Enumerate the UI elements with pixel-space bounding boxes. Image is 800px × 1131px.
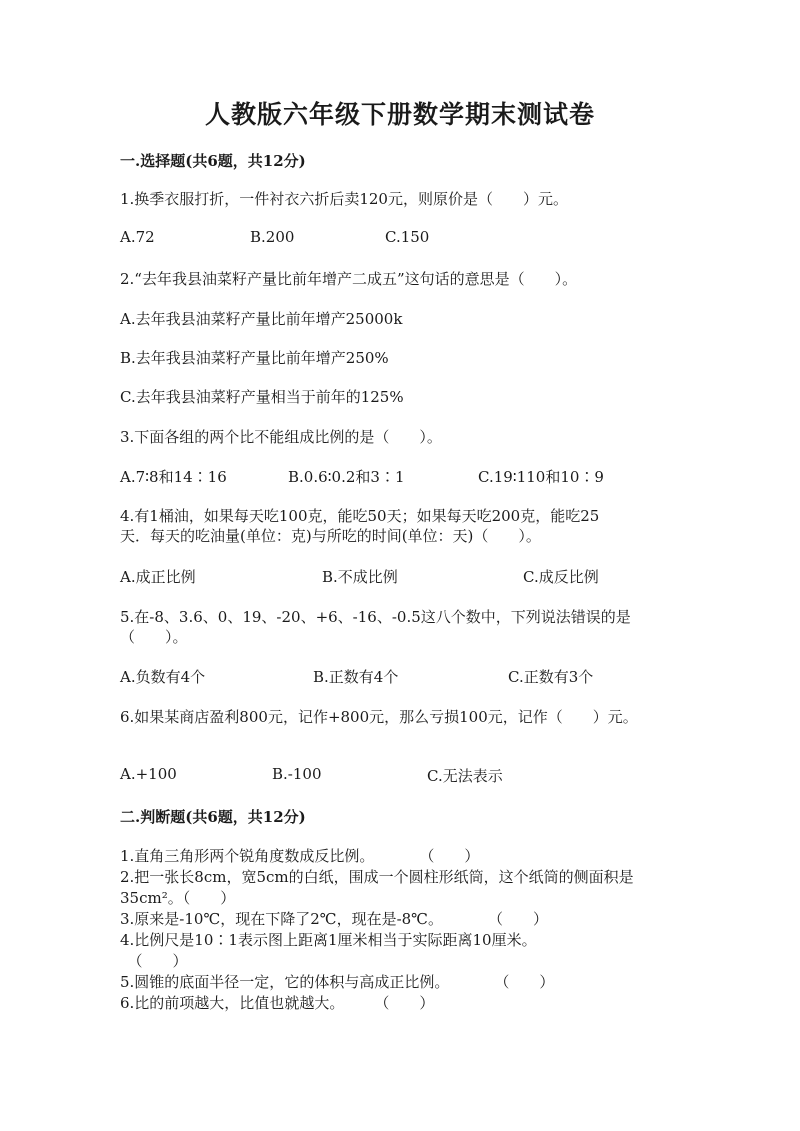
question-2-text: 2.“去年我县油菜籽产量比前年增产二成五”这句话的意思是（ ）。	[120, 270, 578, 288]
question-3-option-b: B.0.6∶0.2和3∶1	[288, 468, 405, 486]
question-4-option-b: B.不成比例	[322, 568, 398, 586]
question-5-option-c: C.正数有3个	[508, 668, 594, 686]
judgement-1: 1.直角三角形两个锐角度数成反比例。 （ ）	[120, 847, 480, 865]
question-4-text-line1: 4.有1桶油，如果每天吃100克，能吃50天；如果每天吃200克，能吃25	[120, 507, 600, 525]
question-5-text-line2: （ ）。	[120, 628, 188, 646]
question-6-text: 6.如果某商店盈利800元，记作+800元，那么亏损100元，记作（ ）元。	[120, 708, 638, 726]
question-4-option-a: A.成正比例	[120, 568, 196, 586]
judgement-2-line2: 35cm²。（ ）	[120, 889, 236, 907]
question-2-option-c: C.去年我县油菜籽产量相当于前年的125%	[120, 388, 404, 406]
question-3-text: 3.下面各组的两个比不能组成比例的是（ ）。	[120, 428, 442, 446]
question-2-option-b: B.去年我县油菜籽产量比前年增产250%	[120, 349, 389, 367]
question-1-option-b: B.200	[250, 228, 295, 246]
question-2-option-a: A.去年我县油菜籽产量比前年增产25000k	[120, 310, 403, 328]
judgement-6: 6.比的前项越大，比值也就越大。 （ ）	[120, 994, 435, 1012]
judgement-5: 5.圆锥的底面半径一定，它的体积与高成正比例。 （ ）	[120, 973, 555, 991]
judgement-4-line1: 4.比例尺是10∶1表示图上距离1厘米相当于实际距离10厘米。	[120, 931, 537, 949]
judgement-3: 3.原来是-10℃，现在下降了2℃，现在是-8℃。 （ ）	[120, 910, 548, 928]
question-4-option-c: C.成反比例	[523, 568, 599, 586]
section-heading-judgement: 二.判断题(共6题，共12分)	[120, 808, 306, 826]
question-6-option-a: A.+100	[120, 765, 177, 783]
question-1-text: 1.换季衣服打折，一件衬衣六折后卖120元，则原价是（ ）元。	[120, 190, 568, 208]
question-3-option-c: C.19∶110和10∶9	[478, 468, 604, 486]
question-5-text-line1: 5.在-8、3.6、0、19、-20、+6、-16、-0.5这八个数中，下列说法错误的是	[120, 608, 631, 626]
question-1-option-a: A.72	[120, 228, 155, 246]
section-heading-choice: 一.选择题(共6题，共12分)	[120, 152, 306, 170]
judgement-2-line1: 2.把一张长8cm，宽5cm的白纸，围成一个圆柱形纸筒，这个纸筒的侧面积是	[120, 868, 634, 886]
question-4-text-line2: 天．每天的吃油量(单位：克)与所吃的时间(单位：天)（ ）。	[120, 527, 541, 545]
question-5-option-b: B.正数有4个	[313, 668, 399, 686]
question-6-option-c: C.无法表示	[427, 767, 503, 785]
judgement-4-line2: （ ）	[120, 952, 188, 970]
question-1-option-c: C.150	[385, 228, 430, 246]
page-title: 人教版六年级下册数学期末测试卷	[204, 100, 595, 129]
question-6-option-b: B.-100	[272, 765, 322, 783]
question-3-option-a: A.7∶8和14∶16	[120, 468, 227, 486]
question-5-option-a: A.负数有4个	[120, 668, 206, 686]
